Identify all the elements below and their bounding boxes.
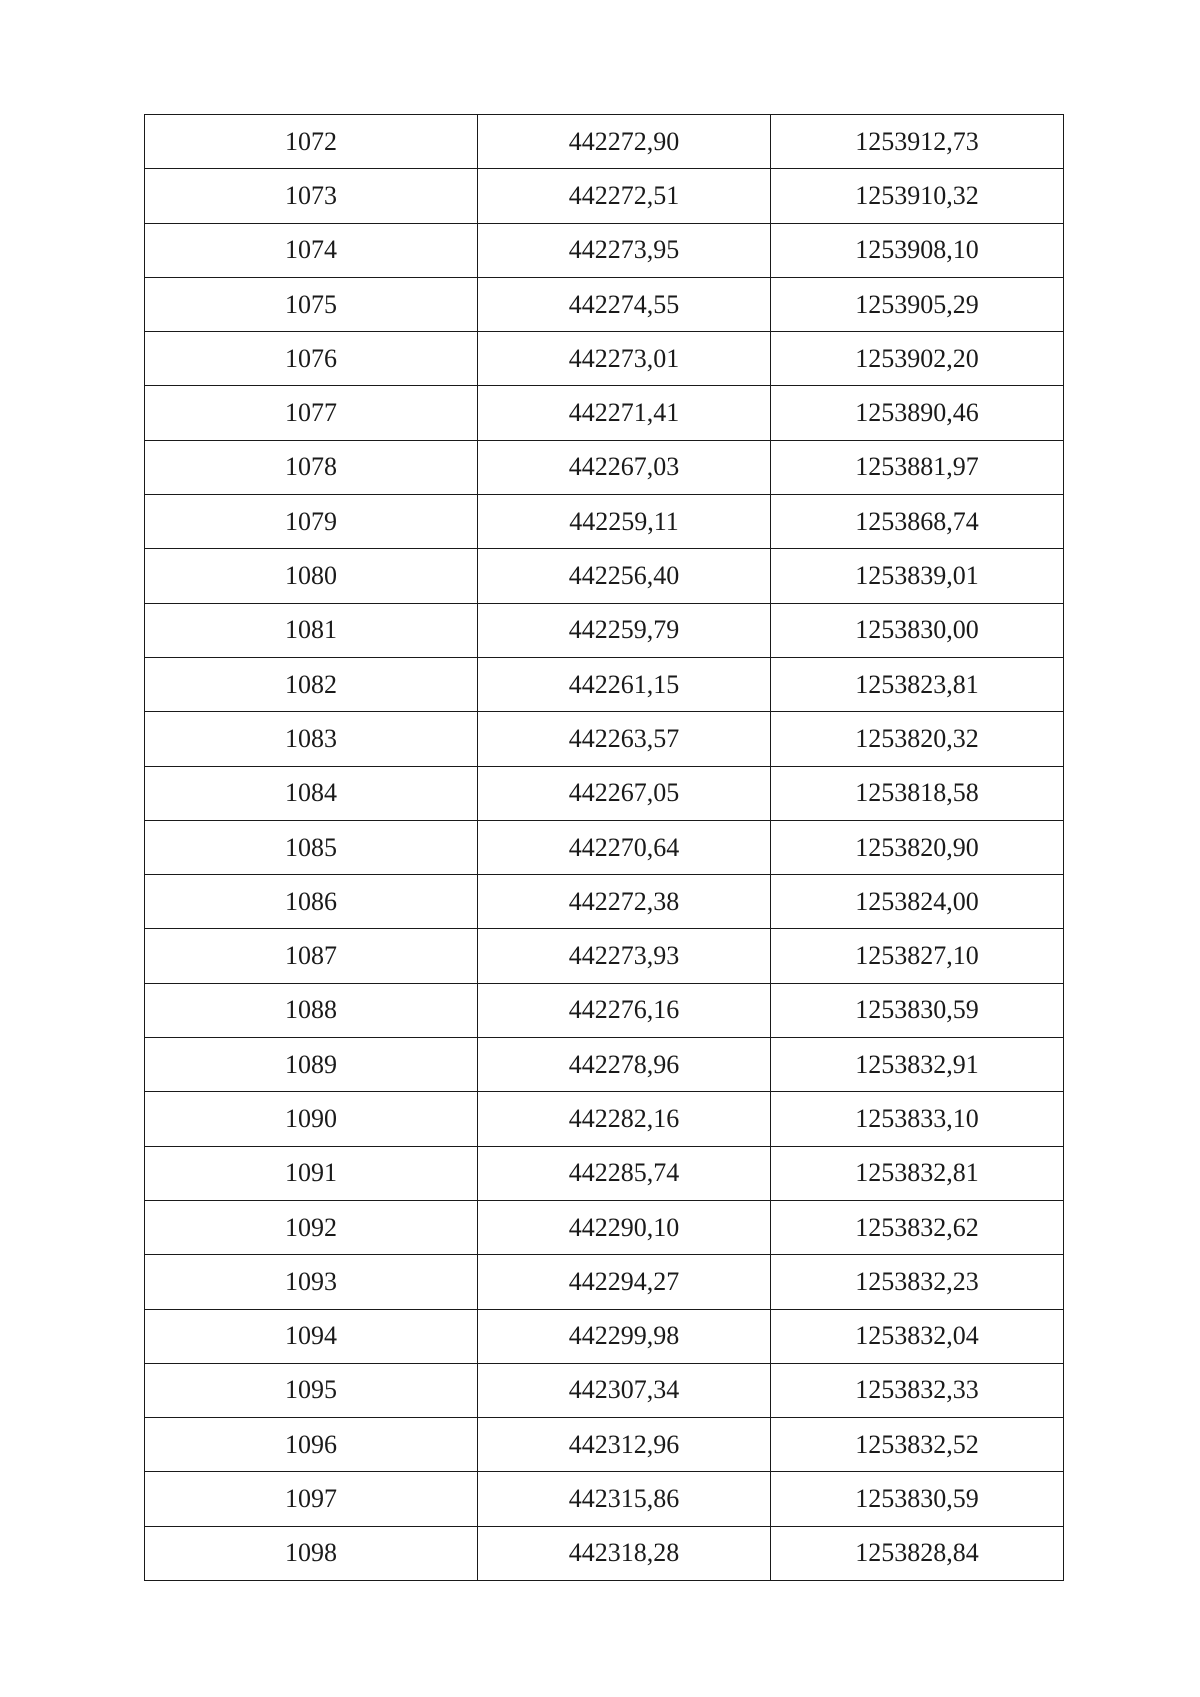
- x-coordinate-cell: 442274,55: [478, 277, 771, 331]
- y-coordinate-cell: 1253828,84: [771, 1526, 1064, 1580]
- y-coordinate-cell: 1253827,10: [771, 929, 1064, 983]
- x-coordinate-cell: 442315,86: [478, 1472, 771, 1526]
- y-coordinate-cell: 1253830,59: [771, 1472, 1064, 1526]
- y-coordinate-cell: 1253890,46: [771, 386, 1064, 440]
- x-coordinate-cell: 442318,28: [478, 1526, 771, 1580]
- x-coordinate-cell: 442267,03: [478, 440, 771, 494]
- table-row: [145, 1255, 1064, 1309]
- point-number-cell: 1072: [145, 115, 478, 169]
- y-coordinate-cell: 1253820,90: [771, 820, 1064, 874]
- point-number-cell: 1074: [145, 223, 478, 277]
- x-coordinate-cell: 442273,95: [478, 223, 771, 277]
- y-coordinate-cell: 1253832,33: [771, 1363, 1064, 1417]
- y-coordinate-cell: 1253902,20: [771, 332, 1064, 386]
- table-row: [145, 1092, 1064, 1146]
- x-coordinate-cell: 442285,74: [478, 1146, 771, 1200]
- y-coordinate-cell: 1253832,81: [771, 1146, 1064, 1200]
- point-number-cell: 1095: [145, 1363, 478, 1417]
- point-number-cell: 1093: [145, 1255, 478, 1309]
- table-row: [145, 277, 1064, 331]
- table-row: [145, 1418, 1064, 1472]
- x-coordinate-cell: 442261,15: [478, 657, 771, 711]
- table-row: [145, 1146, 1064, 1200]
- point-number-cell: 1097: [145, 1472, 478, 1526]
- x-coordinate-cell: 442272,38: [478, 875, 771, 929]
- x-coordinate-cell: 442278,96: [478, 1038, 771, 1092]
- x-coordinate-cell: 442256,40: [478, 549, 771, 603]
- table-row: [145, 820, 1064, 874]
- point-number-cell: 1086: [145, 875, 478, 929]
- y-coordinate-cell: 1253912,73: [771, 115, 1064, 169]
- point-number-cell: 1080: [145, 549, 478, 603]
- y-coordinate-cell: 1253832,62: [771, 1200, 1064, 1254]
- x-coordinate-cell: 442271,41: [478, 386, 771, 440]
- table-row: [145, 332, 1064, 386]
- point-number-cell: 1081: [145, 603, 478, 657]
- table-row: [145, 983, 1064, 1037]
- y-coordinate-cell: 1253868,74: [771, 495, 1064, 549]
- table-row: [145, 875, 1064, 929]
- x-coordinate-cell: 442294,27: [478, 1255, 771, 1309]
- point-number-cell: 1077: [145, 386, 478, 440]
- x-coordinate-cell: 442290,10: [478, 1200, 771, 1254]
- point-number-cell: 1083: [145, 712, 478, 766]
- table-row: [145, 929, 1064, 983]
- table-row: [145, 766, 1064, 820]
- y-coordinate-cell: 1253820,32: [771, 712, 1064, 766]
- y-coordinate-cell: 1253830,00: [771, 603, 1064, 657]
- table-row: [145, 712, 1064, 766]
- table-row: [145, 386, 1064, 440]
- point-number-cell: 1090: [145, 1092, 478, 1146]
- table-row: [145, 169, 1064, 223]
- point-number-cell: 1089: [145, 1038, 478, 1092]
- y-coordinate-cell: 1253832,91: [771, 1038, 1064, 1092]
- coordinates-table-body: [145, 115, 1064, 1581]
- point-number-cell: 1079: [145, 495, 478, 549]
- x-coordinate-cell: 442270,64: [478, 820, 771, 874]
- x-coordinate-cell: 442273,93: [478, 929, 771, 983]
- point-number-cell: 1092: [145, 1200, 478, 1254]
- y-coordinate-cell: 1253905,29: [771, 277, 1064, 331]
- x-coordinate-cell: 442307,34: [478, 1363, 771, 1417]
- y-coordinate-cell: 1253908,10: [771, 223, 1064, 277]
- table-row: [145, 1363, 1064, 1417]
- point-number-cell: 1098: [145, 1526, 478, 1580]
- x-coordinate-cell: 442259,11: [478, 495, 771, 549]
- y-coordinate-cell: 1253832,52: [771, 1418, 1064, 1472]
- y-coordinate-cell: 1253818,58: [771, 766, 1064, 820]
- table-row: [145, 115, 1064, 169]
- point-number-cell: 1082: [145, 657, 478, 711]
- x-coordinate-cell: 442259,79: [478, 603, 771, 657]
- x-coordinate-cell: 442272,51: [478, 169, 771, 223]
- y-coordinate-cell: 1253824,00: [771, 875, 1064, 929]
- table-row: [145, 1038, 1064, 1092]
- x-coordinate-cell: 442312,96: [478, 1418, 771, 1472]
- y-coordinate-cell: 1253881,97: [771, 440, 1064, 494]
- point-number-cell: 1091: [145, 1146, 478, 1200]
- table-row: [145, 1526, 1064, 1580]
- y-coordinate-cell: 1253830,59: [771, 983, 1064, 1037]
- point-number-cell: 1078: [145, 440, 478, 494]
- x-coordinate-cell: 442299,98: [478, 1309, 771, 1363]
- y-coordinate-cell: 1253839,01: [771, 549, 1064, 603]
- table-row: [145, 603, 1064, 657]
- y-coordinate-cell: 1253823,81: [771, 657, 1064, 711]
- table-row: [145, 1309, 1064, 1363]
- point-number-cell: 1075: [145, 277, 478, 331]
- point-number-cell: 1094: [145, 1309, 478, 1363]
- table-row: [145, 495, 1064, 549]
- table-row: [145, 549, 1064, 603]
- table-row: [145, 1472, 1064, 1526]
- y-coordinate-cell: 1253833,10: [771, 1092, 1064, 1146]
- x-coordinate-cell: 442276,16: [478, 983, 771, 1037]
- table-row: [145, 1200, 1064, 1254]
- y-coordinate-cell: 1253832,04: [771, 1309, 1064, 1363]
- x-coordinate-cell: 442263,57: [478, 712, 771, 766]
- x-coordinate-cell: 442267,05: [478, 766, 771, 820]
- point-number-cell: 1088: [145, 983, 478, 1037]
- coordinates-table: [144, 114, 1064, 1581]
- table-row: [145, 657, 1064, 711]
- x-coordinate-cell: 442273,01: [478, 332, 771, 386]
- point-number-cell: 1085: [145, 820, 478, 874]
- point-number-cell: 1076: [145, 332, 478, 386]
- table-row: [145, 440, 1064, 494]
- x-coordinate-cell: 442282,16: [478, 1092, 771, 1146]
- point-number-cell: 1087: [145, 929, 478, 983]
- y-coordinate-cell: 1253832,23: [771, 1255, 1064, 1309]
- point-number-cell: 1096: [145, 1418, 478, 1472]
- point-number-cell: 1084: [145, 766, 478, 820]
- x-coordinate-cell: 442272,90: [478, 115, 771, 169]
- point-number-cell: 1073: [145, 169, 478, 223]
- table-row: [145, 223, 1064, 277]
- y-coordinate-cell: 1253910,32: [771, 169, 1064, 223]
